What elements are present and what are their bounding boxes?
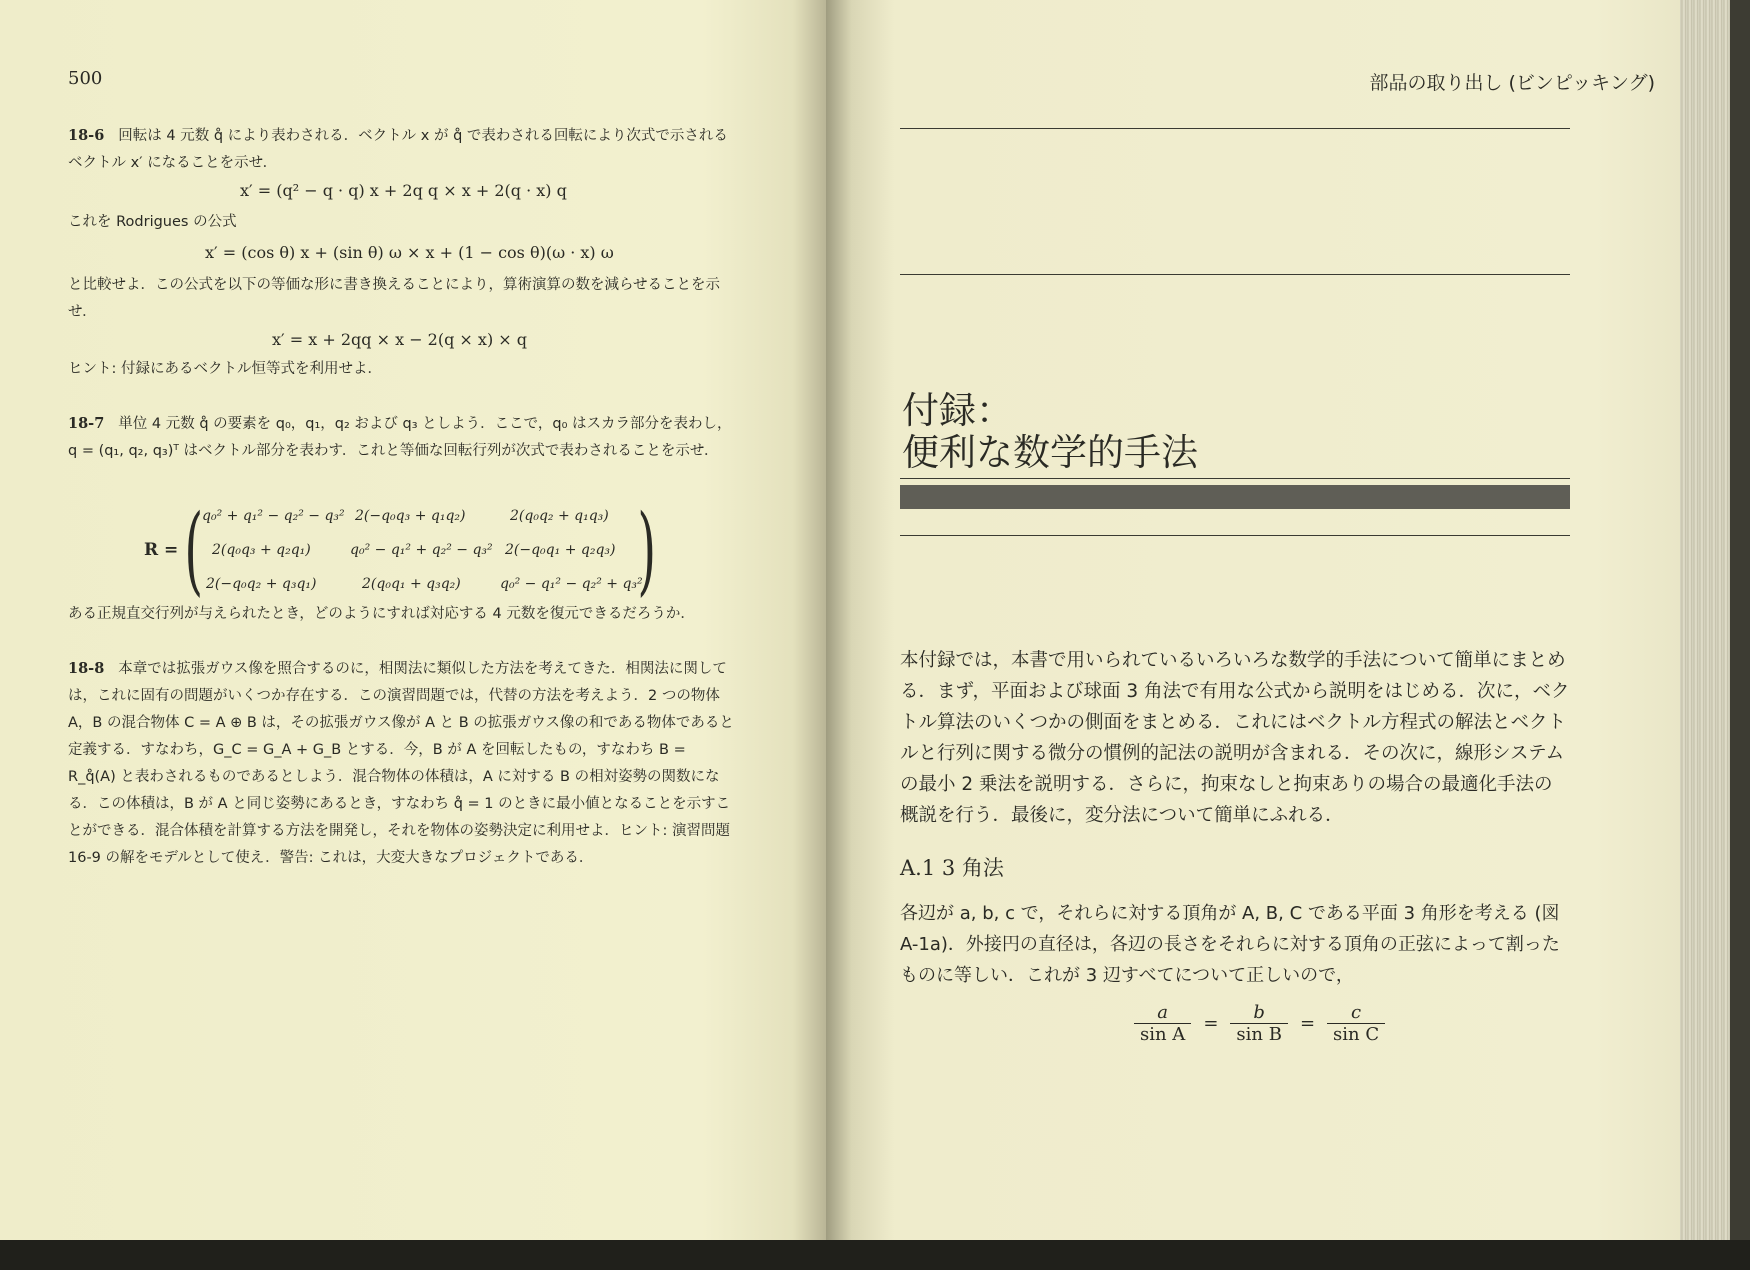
matrix-cell: 2(−q₀q₂ + q₃q₁) [206, 576, 317, 592]
section-heading: A.1 3 角法 [900, 856, 1004, 880]
exercise-text-compare: と比較せよ．この公式を以下の等価な形に書き換えることにより，算術演算の数を減らせることを示せ． [68, 277, 721, 320]
fraction-denominator: sin B [1230, 1023, 1288, 1045]
equals-sign: = [1299, 1013, 1316, 1034]
section-text: 各辺が a, b, c で，それらに対する頂角が A, B, C である平面 3 角形を考える (図 A-1a)．外接円の直径は，各辺の長さをそれらに対する頂角の正弦によって割ったものに等しい．これが 3 辺すべてについて正しいので， [900, 903, 1560, 986]
exercise-number: 18-6 [68, 127, 105, 144]
sine-rule-equation [1130, 1002, 1389, 1045]
fraction [1134, 1002, 1191, 1045]
equation-quaternion-rotation: x′ = (q² − q · q) x + 2q q × x + 2(q · x) q [240, 181, 567, 200]
matrix-cell: 2(−q₀q₁ + q₂q₃) [505, 542, 616, 558]
rotation-matrix [140, 494, 660, 606]
matrix-cell: q₀² + q₁² − q₂² − q₃² [202, 508, 345, 524]
matrix-cell: 2(−q₀q₃ + q₁q₂) [355, 508, 466, 524]
title-bottom-rule [900, 535, 1570, 536]
exercise-18-8 [68, 655, 734, 872]
book-cover-edge [1730, 0, 1750, 1270]
appendix-intro: 本付録では，本書で用いられているいろいろな数学的手法について簡単にまとめる．まず，平面および球面 3 角法で有用な公式から説明をはじめる．次に，ベクトル算法のいくつかの側面をまとめる．これにはベクトル方程式の解法とベクトルと行列に関する微分の慣例的記法の説明が含まれる．その次に，線形システムの最小 2 乗法を説明する．さらに，拘束なしと拘束ありの場合の最適化手法の概説を行う．最後に，変分法について簡単にふれる． [900, 650, 1570, 826]
chapter-title-line-1: 付録： [902, 389, 1013, 432]
chapter-title [902, 390, 1198, 474]
fraction-denominator: sin C [1327, 1023, 1385, 1045]
matrix-label: R = [144, 540, 179, 560]
fraction [1327, 1002, 1385, 1045]
page-number: 500 [68, 68, 103, 89]
fraction-numerator: c [1351, 1002, 1362, 1023]
exercise-number: 18-7 [68, 415, 105, 432]
bottom-shadow [0, 1240, 1750, 1270]
matrix-left-paren: ( [184, 494, 204, 606]
exercise-text: 本章では拡張ガウス像を照合するのに，相関法に類似した方法を考えてきた．相関法に関しては，これに固有の問題がいくつか存在する．この演習問題では，代替の方法を考えよう．2 つの物体 A，B の混合物体 C = A ⊕ B は，その拡張ガウス像が A と B の拡張ガウス像の和である物体であると定義する．すなわち，G_C = G_A + G_B とする．今，B が A を回転したもの，すなわち B = R_q̊(A) と表わされるものであるとしよう．混合物体の体積は，A に対する B の相対姿勢の関数になる．この体積は，B が A と同じ姿勢にあるとき，すなわち q̊ = 1 のときに最小値となることを示すことができる．混合体積を計算する方法を開発し，それを物体の姿勢決定に利用せよ．ヒント: 演習問題 16-9 の解をモデルとして使え．警告: これは，大変大きなプロジェクトである． [68, 661, 734, 866]
right-page [826, 0, 1680, 1270]
exercise-text: 単位 4 元数 q̊ の要素を q₀，q₁，q₂ および q₃ としよう．ここで，q₀ はスカラ部分を表わし，q = (q₁, q₂, q₃)ᵀ はベクトル部分を表わす．これと等価な回転行列が次式で表わされることを示せ． [68, 416, 732, 459]
equation-equivalent-form: x′ = x + 2qq × x − 2(q × x) × q [272, 330, 528, 349]
chapter-title-line-2: 便利な数学的手法 [902, 431, 1198, 474]
exercise-text-rodrigues: これを Rodrigues の公式 [68, 214, 237, 230]
fraction-denominator: sin A [1134, 1023, 1191, 1045]
fraction-numerator: a [1157, 1002, 1169, 1023]
matrix-cell: 2(q₀q₃ + q₂q₁) [212, 542, 311, 558]
fraction-numerator: b [1253, 1002, 1265, 1023]
top-rule [900, 128, 1570, 129]
matrix-cell: 2(q₀q₁ + q₃q₂) [362, 576, 461, 592]
matrix-cell: q₀² − q₁² + q₂² − q₃² [350, 542, 493, 558]
exercise-number: 18-8 [68, 660, 105, 677]
second-rule [900, 274, 1570, 275]
fraction [1230, 1002, 1288, 1045]
title-rule [900, 478, 1570, 479]
matrix-cell: q₀² − q₁² − q₂² + q₃² [500, 576, 643, 592]
chapter-title-bar [900, 485, 1570, 509]
exercise-18-7 [68, 410, 734, 465]
matrix-right-paren: ) [637, 494, 657, 606]
equation-rodrigues: x′ = (cos θ) x + (sin θ) ω × x + (1 − cos θ)(ω · x) ω [205, 243, 614, 262]
exercise-text-after-matrix: ある正規直交行列が与えられたとき，どのようにすれば対応する 4 元数を復元できるだろうか． [68, 606, 695, 622]
matrix-cell: 2(q₀q₂ + q₁q₃) [510, 508, 609, 524]
exercise-hint: ヒント: 付録にあるベクトル恒等式を利用せよ． [68, 361, 382, 377]
exercise-18-6 [68, 122, 734, 177]
equals-sign: = [1203, 1013, 1219, 1034]
exercise-text: 回転は 4 元数 q̊ により表わされる．ベクトル x が q̊ で表わされる回転により次式で示されるベクトル x′ になることを示せ． [68, 128, 728, 171]
running-head: 部品の取り出し (ビンピッキング) [1369, 72, 1655, 94]
